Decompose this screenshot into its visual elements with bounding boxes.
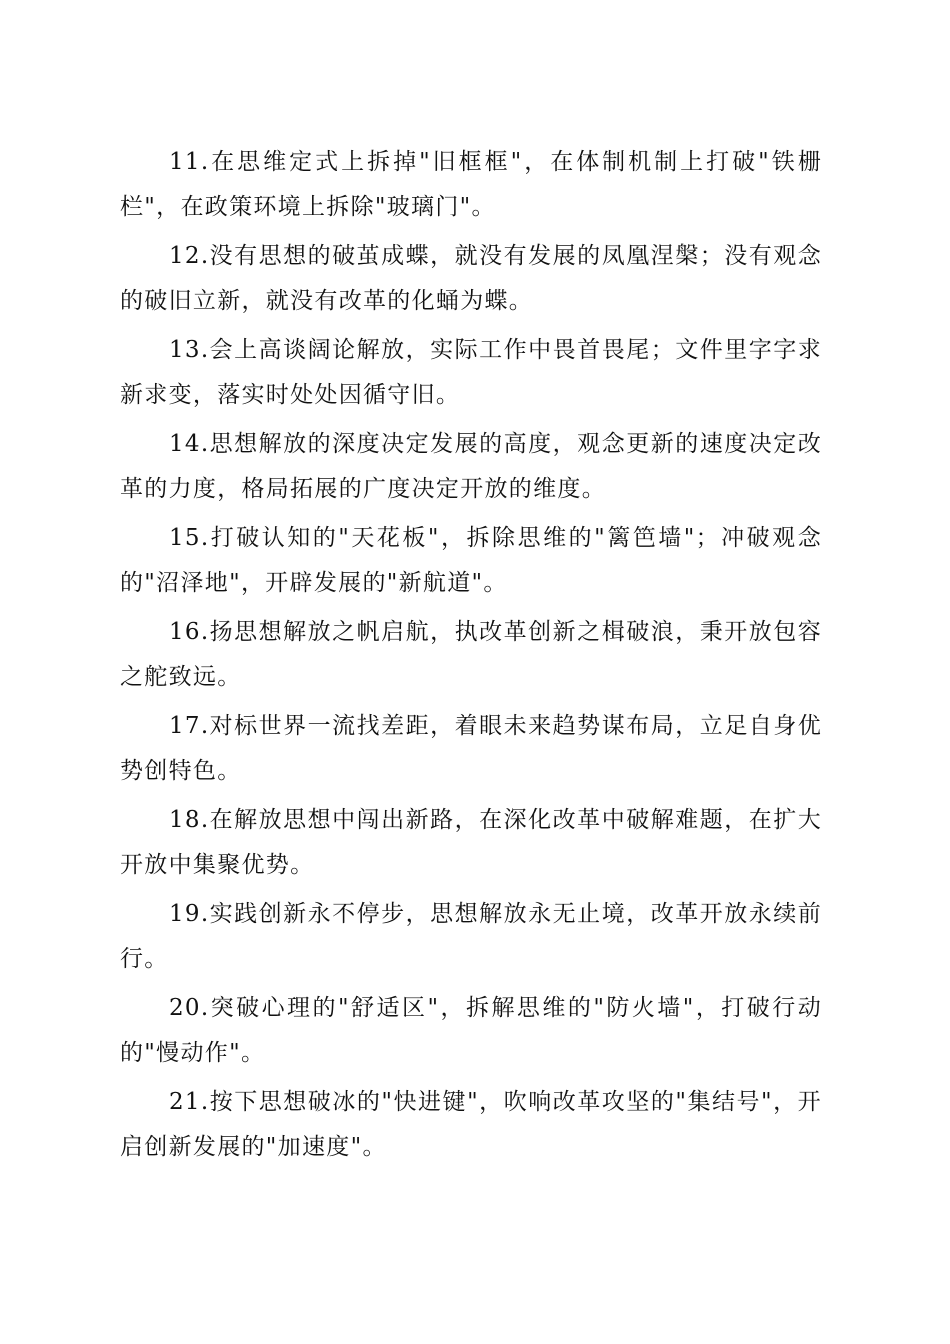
- paragraph-17: 17.对标世界一流找差距，着眼未来趋势谋布局，立足自身优势创特色。: [120, 713, 822, 784]
- paragraph-14: 14.思想解放的深度决定发展的高度，观念更新的速度决定改革的力度，格局拓展的广度决定开放的维度。: [120, 431, 822, 502]
- paragraph-21: 21.按下思想破冰的"快进键"，吹响改革攻坚的"集结号"，开启创新发展的"加速度"。: [120, 1089, 822, 1160]
- paragraph-20: 20.突破心理的"舒适区"，拆解思维的"防火墙"，打破行动的"慢动作"。: [120, 995, 822, 1066]
- paragraph-16: 16.扬思想解放之帆启航，执改革创新之楫破浪，秉开放包容之舵致远。: [120, 619, 822, 690]
- paragraph-12: 12.没有思想的破茧成蝶，就没有发展的凤凰涅槃；没有观念的破旧立新，就没有改革的化蛹为蝶。: [120, 243, 822, 314]
- paragraph-11: 11.在思维定式上拆掉"旧框框"，在体制机制上打破"铁栅栏"，在政策环境上拆除"玻璃门"。: [120, 149, 822, 220]
- paragraph-19: 19.实践创新永不停步，思想解放永无止境，改革开放永续前行。: [120, 901, 822, 972]
- paragraph-13: 13.会上高谈阔论解放，实际工作中畏首畏尾；文件里字字求新求变，落实时处处因循守旧。: [120, 337, 822, 408]
- document-body: [120, 140, 822, 1174]
- paragraph-15: 15.打破认知的"天花板"，拆除思维的"篱笆墙"；冲破观念的"沼泽地"，开辟发展的"新航道"。: [120, 525, 822, 596]
- paragraph-18: 18.在解放思想中闯出新路，在深化改革中破解难题，在扩大开放中集聚优势。: [120, 807, 822, 878]
